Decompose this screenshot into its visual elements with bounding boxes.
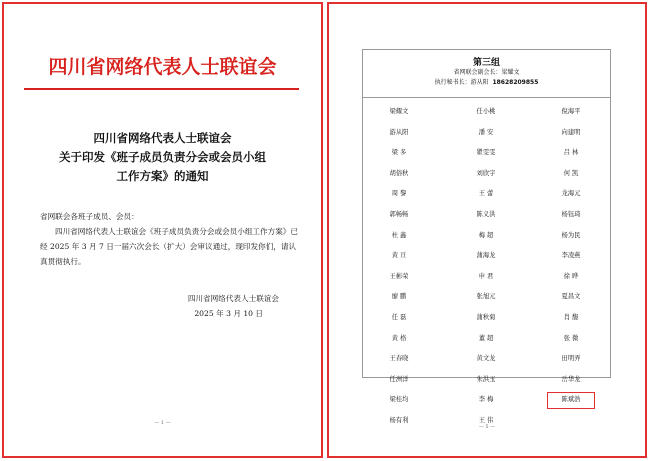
- member-name: 岳华龙: [561, 375, 581, 383]
- secretary-label: 执行秘书长：: [434, 79, 471, 86]
- right-document-page: [327, 2, 647, 458]
- notice-title-line: 四川省网络代表人士联谊会: [93, 131, 232, 145]
- member-name: 田明弄: [561, 355, 581, 363]
- member-name: 申 君: [478, 272, 494, 280]
- vice-president-line: [363, 68, 610, 78]
- notice-title: [4, 129, 321, 186]
- signature-org: 四川省网络代表人士联谊会: [187, 294, 279, 303]
- member-name: 王 伟: [478, 416, 494, 424]
- member-name: 朱洪玉: [476, 375, 496, 383]
- letterhead-rule: [24, 88, 299, 90]
- member-name: 徐 晔: [563, 272, 579, 280]
- member-name: 梁耀文: [389, 108, 409, 115]
- member-name: 向建明: [561, 128, 581, 136]
- member-name: 周 黎: [391, 190, 407, 198]
- member-name: 瞿雯雯: [476, 149, 496, 157]
- member-name: 陈义洪: [476, 210, 496, 218]
- notice-title-line: 工作方案》的通知: [116, 169, 209, 183]
- member-name: 李凌燕: [561, 252, 581, 260]
- member-name: 黄文龙: [476, 355, 496, 363]
- member-name: 李 梅: [478, 396, 494, 404]
- member-name: 黄 格: [391, 334, 407, 342]
- member-name: 刘欣宇: [476, 169, 496, 177]
- group-title: 第三组: [472, 58, 500, 68]
- member-name: 任洲洋: [389, 375, 409, 383]
- member-name: 王彬荣: [389, 272, 409, 280]
- member-name: 吕 林: [563, 149, 579, 157]
- member-name: 梁 多: [391, 149, 407, 157]
- member-name: 蒲秋菊: [476, 313, 496, 321]
- member-column: [373, 102, 425, 432]
- group-member-table: [362, 49, 611, 424]
- signature-date: 2025 年 3 月 10 日: [194, 309, 263, 318]
- member-name: 何 凯: [563, 169, 579, 177]
- member-name: 廖 鹏: [391, 293, 407, 301]
- page-number: — 1 —: [154, 420, 171, 426]
- vice-president-label: 省网联会副会长：: [453, 69, 502, 76]
- member-name: 杨有利: [389, 416, 409, 424]
- notice-title-line: 关于印发《班子成员负责分会或会员小组: [59, 150, 266, 164]
- member-name: 杨钰琦: [561, 210, 581, 218]
- member-name: 郭畅畅: [389, 210, 409, 218]
- member-name: 龙海元: [561, 190, 581, 198]
- member-name: 夏昌文: [561, 293, 581, 301]
- member-name: 梁桂均: [389, 396, 409, 404]
- member-name: 游从阳: [389, 128, 409, 136]
- member-name: 黄 亘: [391, 252, 407, 260]
- member-column: [460, 102, 512, 432]
- member-name: 张旭元: [476, 293, 496, 301]
- member-name: 梅 超: [478, 231, 494, 239]
- member-name: 杨为民: [561, 231, 581, 239]
- body-paragraph: 四川省网络代表人士联谊会《班子成员负责分会或会员小组工作方案》已经 2025 年 3 月 7 日一届六次会长（扩大）会审议通过，现印发你们，请认真贯彻执行。: [40, 227, 298, 266]
- member-name: 王 蕾: [478, 190, 494, 198]
- member-name: 任小桃: [476, 108, 496, 115]
- member-name: 蒲海龙: [476, 252, 496, 260]
- member-column: [545, 102, 597, 411]
- secretary-phone: 18628209855: [492, 79, 539, 86]
- secretary-name: 游从阳: [470, 79, 489, 86]
- secretary-line: [363, 78, 610, 88]
- left-document-page: [2, 2, 323, 458]
- notice-body: [40, 209, 302, 269]
- member-name: 王春晓: [389, 355, 409, 363]
- salutation: 省网联会各班子成员、会员：: [40, 212, 139, 221]
- member-name: 潘 安: [478, 128, 494, 136]
- vice-president-name: 梁耀文: [501, 69, 520, 76]
- member-name: 倪海平: [561, 108, 581, 115]
- group-header: [363, 50, 610, 98]
- highlighted-member-name: 陈斌浩: [545, 390, 597, 411]
- member-name: 杜 鑫: [391, 231, 407, 239]
- letterhead: 四川省网络代表人士联谊会: [48, 56, 277, 78]
- page-number: — 5 —: [478, 424, 496, 430]
- member-name: 张 微: [563, 334, 579, 342]
- member-name: 肖 馥: [563, 313, 579, 321]
- member-name: 胡俗秋: [389, 169, 409, 177]
- signature-block: [188, 291, 279, 321]
- member-name: 任 磊: [391, 313, 407, 321]
- member-name: 董 超: [478, 334, 494, 342]
